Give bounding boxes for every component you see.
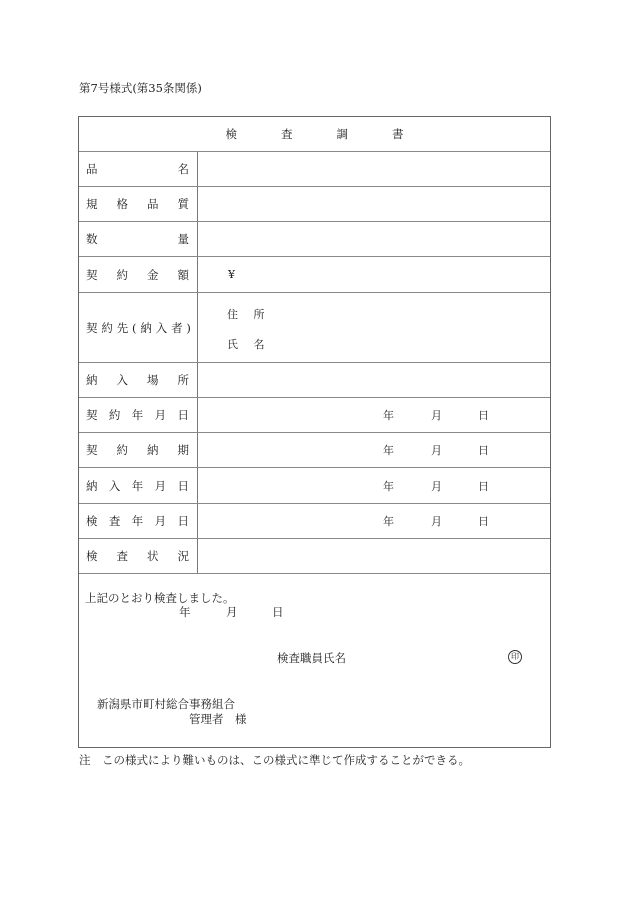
row-contract-date: [79, 398, 550, 433]
form-number: 第7号様式(第35条関係): [79, 81, 202, 95]
statement: 上記のとおり検査しました。: [85, 591, 235, 605]
field-contractor[interactable]: [198, 293, 550, 362]
month-label: 月: [431, 444, 442, 457]
row-delivery-date: [79, 468, 550, 504]
label-quantity: 数 量: [79, 222, 198, 256]
label-item-name: 品 名: [79, 152, 198, 186]
month-label: 月: [431, 515, 442, 528]
day-label: 日: [478, 444, 489, 457]
month-label: 月: [431, 409, 442, 422]
title-char: 書: [392, 127, 404, 141]
year-label: 年: [383, 444, 394, 457]
note: 注 この様式により難いものは、この様式に準じて作成することができる。: [79, 753, 470, 767]
year-label: 年: [383, 479, 394, 493]
label-inspection-status: 検 査 状 況: [79, 539, 198, 573]
field-quantity[interactable]: [198, 222, 550, 256]
title-char: 検: [225, 127, 237, 141]
label-delivery-deadline: 契 約 納 期: [79, 433, 198, 467]
field-inspection-status[interactable]: [198, 539, 550, 573]
month-label: 月: [431, 479, 442, 493]
field-contract-date[interactable]: [198, 398, 550, 432]
label-contract-date: 契 約 年 月 日: [79, 398, 198, 432]
field-inspection-date[interactable]: [198, 504, 550, 538]
day-label: 日: [478, 515, 489, 528]
field-item-name[interactable]: [198, 152, 550, 186]
inspector-name-label: 検査職員氏名: [277, 651, 346, 665]
recipient: 管理者 様: [189, 712, 247, 726]
title-char: 調: [336, 127, 348, 141]
yen-symbol: ¥: [228, 268, 235, 281]
field-delivery-place[interactable]: [198, 363, 550, 397]
label-delivery-place: 納 入 場 所: [79, 363, 198, 397]
row-contractor: [79, 293, 550, 363]
name-label: 氏 名: [227, 338, 271, 351]
label-contract-amount: 契 約 金 額: [79, 257, 198, 292]
label-contractor: 契 約 先 ( 納 入 者 ): [79, 293, 198, 362]
row-item-name: [79, 152, 550, 187]
row-delivery-place: [79, 363, 550, 398]
label-inspection-date: 検 査 年 月 日: [79, 504, 198, 538]
row-quantity: [79, 222, 550, 257]
field-contract-amount[interactable]: [198, 257, 550, 292]
field-delivery-date[interactable]: [198, 468, 550, 503]
footer-month-label: 月: [226, 605, 238, 619]
year-label: 年: [383, 515, 394, 528]
label-specification: 規 格 品 質: [79, 187, 198, 221]
day-label: 日: [478, 479, 489, 493]
table-title: [79, 117, 550, 152]
organization-name: 新潟県市町村総合事務組合: [97, 697, 235, 711]
footer-day-label: 日: [272, 605, 284, 619]
row-specification: [79, 187, 550, 222]
seal-icon: 印: [508, 650, 522, 664]
field-specification[interactable]: [198, 187, 550, 221]
day-label: 日: [478, 409, 489, 422]
row-inspection-date: [79, 504, 550, 539]
row-contract-amount: [79, 257, 550, 293]
address-label: 住 所: [227, 308, 271, 321]
label-delivery-date: 納 入 年 月 日: [79, 468, 198, 503]
footer-year-label: 年: [179, 605, 191, 619]
row-inspection-status: [79, 539, 550, 574]
year-label: 年: [383, 409, 394, 422]
field-delivery-deadline[interactable]: [198, 433, 550, 467]
row-delivery-deadline: [79, 433, 550, 468]
title-char: 査: [281, 127, 293, 141]
